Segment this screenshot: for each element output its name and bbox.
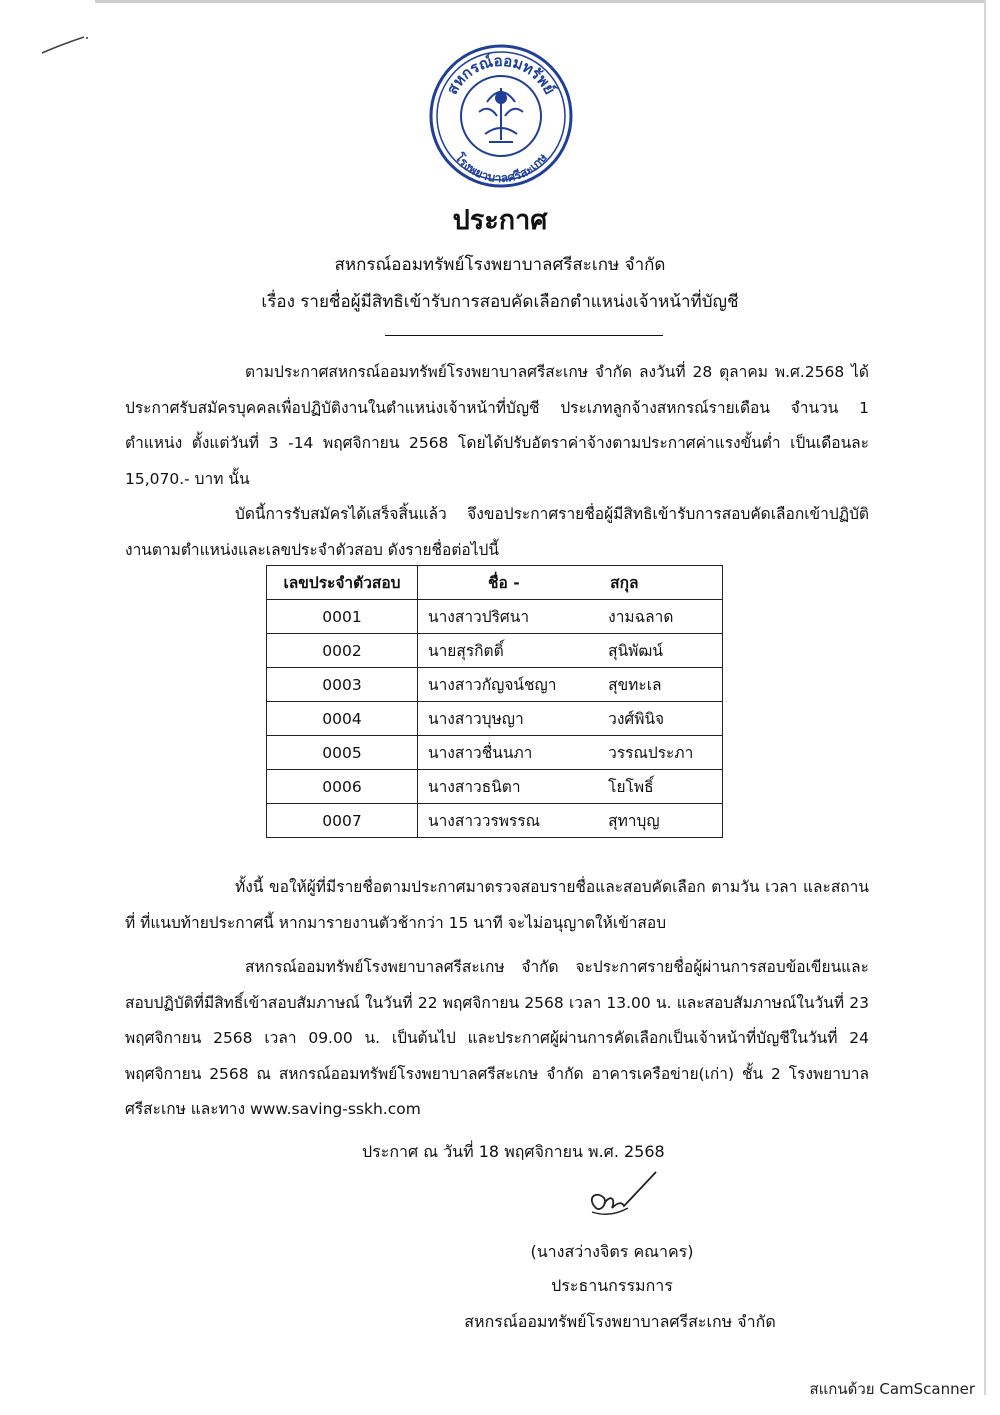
last-name: สุทาบุญ: [598, 804, 722, 838]
exam-id: 0004: [267, 702, 418, 736]
table-row: [267, 770, 723, 804]
signer-name: (นางสว่างจิตร คณาคร): [530, 1242, 694, 1261]
header-last-name: สกุล: [598, 566, 722, 600]
table-row: [267, 600, 723, 634]
camscanner-watermark: สแกนด้วย CamScanner: [809, 1380, 975, 1398]
exam-id: 0003: [267, 668, 418, 702]
first-name: นางสาวกัญจน์ชญา: [418, 668, 599, 702]
table-row: [267, 668, 723, 702]
organization-name: สหกรณ์ออมทรัพย์โรงพยาบาลศรีสะเกษ จำกัด: [334, 255, 666, 275]
cooperative-seal: [427, 42, 575, 190]
table-row: [267, 736, 723, 770]
exam-id: 0001: [267, 600, 418, 634]
last-name: สุนิพัฒน์: [598, 634, 722, 668]
first-name: นางสาวธนิตา: [418, 770, 599, 804]
table-row: [267, 702, 723, 736]
paragraph-exam-instructions: ทั้งนี้ ขอให้ผู้ที่มีรายชื่อตามประกาศมาตรวจสอบรายชื่อและสอบคัดเลือก ตามวัน เวลา และสถานที่ ที่แนบท้ายประกาศนี้ หากมารายงานตัวช้ากว่า 15 นาที จะไม่อนุญาตให้เข้าสอบ: [125, 878, 869, 932]
last-name: วรรณประภา: [598, 736, 722, 770]
last-name: วงศ์พินิจ: [598, 702, 722, 736]
announcement-subject: เรื่อง รายชื่อผู้มีสิทธิเข้ารับการสอบคัดเลือกตำแหน่งเจ้าหน้าที่บัญชี: [261, 292, 739, 312]
exam-id: 0006: [267, 770, 418, 804]
signer-role: ประธานกรรมการ: [551, 1276, 673, 1295]
seal-top-text: สหกรณ์ออมทรัพย์: [442, 51, 560, 98]
last-name: สุขทะเล: [598, 668, 722, 702]
first-name: นางสาวปริศนา: [418, 600, 599, 634]
first-name: นางสาวบุษญา: [418, 702, 599, 736]
handwritten-signature: [582, 1168, 662, 1228]
signer-organization: สหกรณ์ออมทรัพย์โรงพยาบาลศรีสะเกษ จำกัด: [464, 1312, 776, 1331]
exam-id: 0007: [267, 804, 418, 838]
table-row: [267, 804, 723, 838]
last-name: งามฉลาด: [598, 600, 722, 634]
exam-id: 0005: [267, 736, 418, 770]
table-header-row: [267, 566, 723, 600]
paragraph-recruitment-info: ตามประกาศสหกรณ์ออมทรัพย์โรงพยาบาลศรีสะเกษ จำกัด ลงวันที่ 28 ตุลาคม พ.ศ.2568 ได้ประกาศรับสมัครบุคคลเพื่อปฏิบัติงานในตำแหน่งเจ้าหน้าที่บัญชี ประเภทลูกจ้างสหกรณ์รายเดือน จำนวน 1 ตำแหน่ง ตั้งแต่วันที่ 3 -14 พฤศจิกายน 2568 โดยได้ปรับอัตราค่าจ้างตามประกาศค่าแรงขั้นต่ำ เป็นเดือนละ 15,070.- บาท นั้น: [125, 363, 869, 488]
exam-id: 0002: [267, 634, 418, 668]
seal-bottom-text: โรงพยาบาลศรีสะเกษ: [452, 150, 550, 186]
page-title: ประกาศ: [452, 205, 548, 236]
page-edge-top: [95, 0, 985, 3]
paragraph-eligible-list-intro: บัดนี้การรับสมัครได้เสร็จสิ้นแล้ว จึงขอประกาศรายชื่อผู้มีสิทธิเข้ารับการสอบคัดเลือกเข้าปฏิบัติงานตามตำแหน่งและเลขประจำตัวสอบ ดังรายชื่อต่อไปนี้: [125, 505, 869, 559]
last-name: โยโพธิ์: [598, 770, 722, 804]
paragraph-result-schedule: สหกรณ์ออมทรัพย์โรงพยาบาลศรีสะเกษ จำกัด จะประกาศรายชื่อผู้ผ่านการสอบข้อเขียนและสอบปฏิบัติที่มีสิทธิ์เข้าสอบสัมภาษณ์ ในวันที่ 22 พฤศจิกายน 2568 เวลา 13.00 น. และสอบสัมภาษณ์ในวันที่ 23 พฤศจิกายน 2568 เวลา 09.00 น. เป็นต้นไป และประกาศผู้ผ่านการคัดเลือกเป็นเจ้าหน้าที่บัญชีในวันที่ 24 พฤศจิกายน 2568 ณ สหกรณ์ออมทรัพย์โรงพยาบาลศรีสะเกษ จำกัด อาคารเครือข่าย(เก่า) ชั้น 2 โรงพยาบาลศรีสะเกษ และทาง www.saving-sskh.com: [125, 958, 869, 1118]
stray-pen-mark: [40, 34, 90, 60]
header-exam-id: เลขประจำตัวสอบ: [267, 566, 418, 600]
first-name: นางสาวชื่นนภา: [418, 736, 599, 770]
first-name: นางสาววรพรรณ: [418, 804, 599, 838]
header-divider: [385, 335, 663, 336]
announcement-date: ประกาศ ณ วันที่ 18 พฤศจิกายน พ.ศ. 2568: [362, 1142, 665, 1161]
first-name: นายสุรกิตติ์: [418, 634, 599, 668]
applicant-table: [266, 565, 723, 838]
header-first-name: ชื่อ -: [418, 566, 599, 600]
seal-emblem-icon: [479, 88, 523, 142]
table-row: [267, 634, 723, 668]
